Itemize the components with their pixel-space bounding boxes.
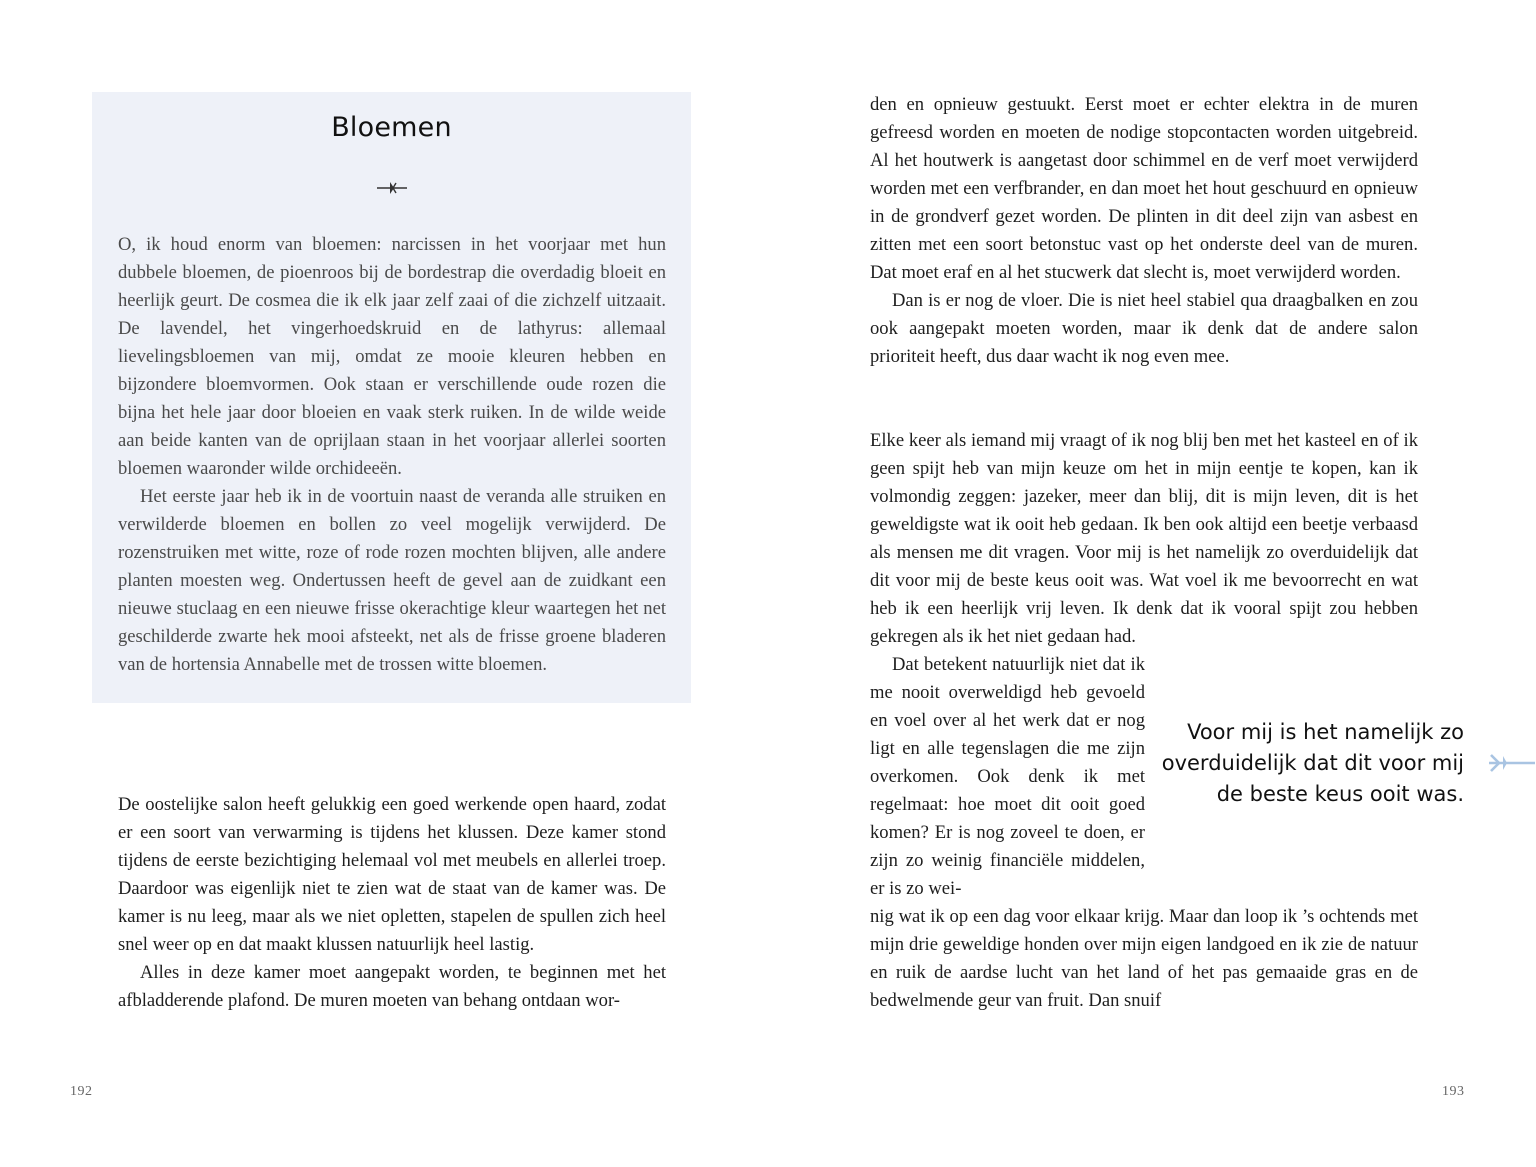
- box-text: [118, 231, 666, 679]
- page-number-right: 193: [1442, 1084, 1465, 1099]
- right-body-bottom: [870, 903, 1418, 1015]
- left-paragraph-1: De oostelijke salon heeft gelukkig een goed werkende open haard, zodat er een soort van verwarming is tijdens het klussen. Deze kamer stond tijdens de eerste bezichtiging helemaal vol met meubels en allerlei troep. Daardoor was eigenlijk niet te zien wat de staat van de kamer was. De kamer is nu leeg, maar als we niet opletten, stapelen de spullen zich heel snel weer op en dat maakt klussen natuurlijk heel lastig.: [118, 794, 666, 955]
- box-paragraph-1: O, ik houd enorm van bloemen: narcissen in het voorjaar met hun dubbele bloemen, de pioenroos bij de bordestrap die overdadig bloeit en heerlijk geurt. De cosmea die ik elk jaar zelf zaai of die zichzelf uitzaait. De lavendel, het vingerhoedskruid en de lathyrus: allemaal lievelingsbloemen van mij, omdat ze mooie kleuren hebben en bijzondere bloemvormen. Ook staan er verschillende oude rozen die bijna het hele jaar door bloeien en vaak sterk ruiken. In de wilde weide aan beide kanten van de oprijlaan staan in het voorjaar allerlei soorten bloemen waaronder wilde orchideeën.: [118, 234, 666, 479]
- left-paragraph-2: Alles in deze kamer moet aangepakt worden, te beginnen met het afbladderende plafond. De muren moeten van behang ontdaan wor-: [118, 962, 666, 1011]
- right-body-middle: [870, 427, 1418, 651]
- ornament-icon: [377, 180, 407, 196]
- box-paragraph-2: Het eerste jaar heb ik in de voortuin naast de veranda alle struiken en verwilderde bloemen en bollen zo veel mogelijk verwijderd. De rozenstruiken met witte, roze of rode rozen mochten blijven, alle andere planten moesten weg. Ondertussen heeft de gevel aan de zuidkant een nieuwe stuclaag en een nieuwe frisse okerachtige kleur waartegen het net geschilderde zwarte hek mooi afsteekt, net als de frisse groene bladeren van de hortensia Annabelle met de trossen witte bloemen.: [118, 486, 666, 675]
- right-body-narrow: [870, 651, 1145, 903]
- right-paragraph-1: den en opnieuw gestuukt. Eerst moet er echter elektra in de muren gefreesd worden en moeten de nodige stopcontacten worden uitgebreid. Al het houtwerk is aangetast door schimmel en de verf moet verwijderd worden met een verfbrander, en dan moet het hout geschuurd en opnieuw in de grondverf gezet worden. De plinten in dit deel zijn van asbest en zitten met een soort betonstuc vast op het onderste deel van de muren. Dat moet eraf en al het stucwerk dat slecht is, moet verwijderd worden.: [870, 94, 1418, 283]
- right-paragraph-3: Elke keer als iemand mij vraagt of ik nog blij ben met het kasteel en of ik geen spijt heb van mijn keuze om het in mijn eentje te kopen, kan ik volmondig zeggen: jazeker, meer dan blij, dit is mijn leven, dit is het geweldigste wat ik ooit heb gedaan. Ik ben ook altijd een beetje verbaasd als mensen me dit vragen. Voor mij is het namelijk zo overduidelijk dat dit voor mij de beste keus ooit was. Wat voel ik me bevoorrecht en wat heb ik een heerlijk vrij leven. Ik denk dat ik vooral spijt zou hebben gekregen als ik het niet gedaan had.: [870, 430, 1418, 647]
- page-number-left: 192: [70, 1084, 93, 1099]
- right-body-top: [870, 91, 1418, 371]
- pull-quote: Voor mij is het namelijk zo overduidelijk dat dit voor mij de beste keus ooit was.: [1161, 720, 1464, 806]
- ornament-blue-icon: [1489, 752, 1535, 774]
- box-title: Bloemen: [331, 112, 452, 143]
- left-body-text: [118, 791, 666, 1015]
- right-paragraph-4: Dat betekent natuurlijk niet dat ik me nooit overweldigd heb gevoeld en voel over al het werk dat er nog ligt en alle tegenslagen die me zijn overkomen. Ook denk ik met regelmaat: hoe moet dit ooit goed komen? Er is nog zoveel te doen, er zijn zo weinig financiële middelen, er is zo wei-: [870, 654, 1145, 899]
- right-paragraph-2: Dan is er nog de vloer. Die is niet heel stabiel qua draagbalken en zou ook aangepakt moeten worden, maar ik denk dat de andere salon prioriteit heeft, dus daar wacht ik nog even mee.: [870, 290, 1418, 367]
- right-paragraph-5: nig wat ik op een dag voor elkaar krijg. Maar dan loop ik ’s ochtends met mijn drie geweldige honden over mijn eigen landgoed en ik zie de natuur en ruik de aardse lucht van het land of het pas gemaaide gras en de bedwelmende geur van fruit. Dan snuif: [870, 906, 1418, 1011]
